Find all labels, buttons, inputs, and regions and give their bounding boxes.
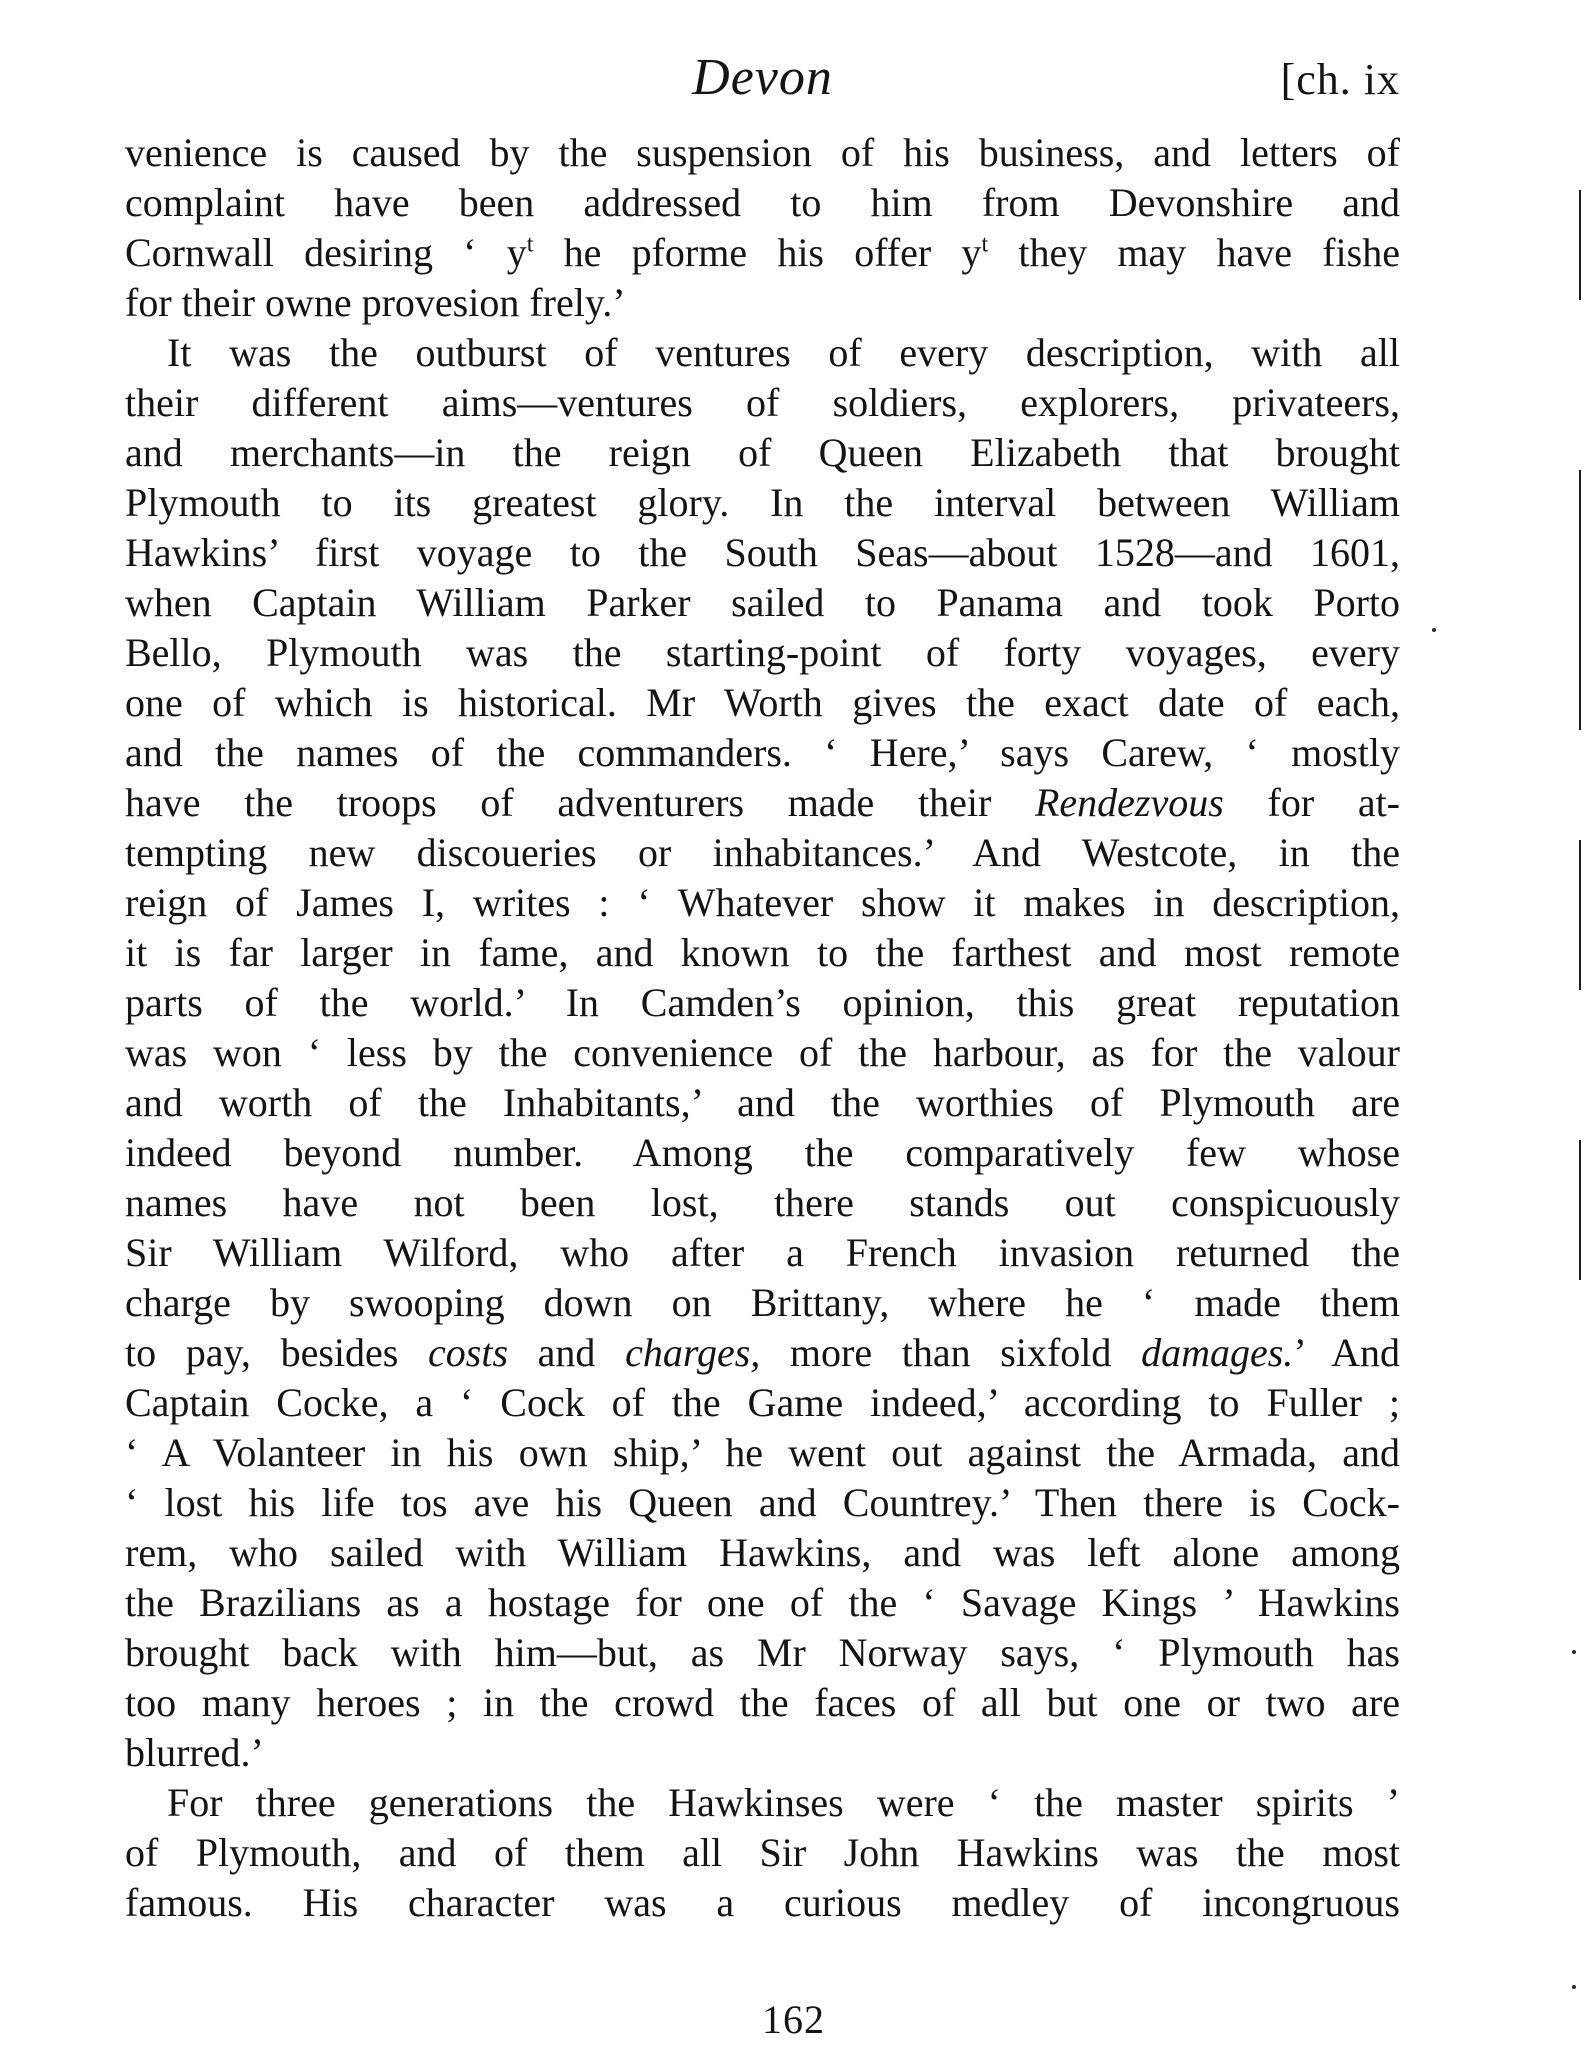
text-line: and worth of the Inhabitants,’ and the worthies of Plymouth are	[125, 1080, 1400, 1125]
text-run: more than sixfold	[760, 1330, 1142, 1375]
text-line: Sir William Wilford, who after a French invasion returned the	[125, 1230, 1400, 1275]
text-line: was won ‘ less by the convenience of the harbour, as for the valour	[125, 1030, 1400, 1075]
italic-text: damages.	[1141, 1330, 1294, 1375]
text-line: when Captain William Parker sailed to Panama and took Porto	[125, 580, 1400, 625]
running-title: Devon	[692, 49, 833, 106]
text-run: they may have fishe	[988, 230, 1400, 275]
scan-speck	[1432, 628, 1436, 632]
text-line	[125, 778, 1400, 828]
body-text	[125, 128, 1400, 1928]
text-line: famous. His character was a curious medley of incongruous	[125, 1880, 1400, 1925]
text-line: complaint have been addressed to him from Devonshire and	[125, 180, 1400, 225]
paragraph	[125, 1778, 1400, 1928]
text-line: reign of James I, writes : ‘ Whatever show it makes in description,	[125, 880, 1400, 925]
running-head	[125, 48, 1400, 118]
text-line: their different aims—ventures of soldiers, explorers, privateers,	[125, 380, 1400, 425]
scan-edge-line	[1579, 1140, 1581, 1280]
text-run: to pay, besides	[125, 1330, 429, 1375]
text-line: one of which is historical. Mr Worth gives the exact date of each,	[125, 680, 1400, 725]
text-run: and	[508, 1330, 626, 1375]
text-line: indeed beyond number. Among the comparatively few whose	[125, 1130, 1400, 1175]
text-line: Captain Cocke, a ‘ Cock of the Game indeed,’ according to Fuller ;	[125, 1380, 1400, 1425]
text-line: and the names of the commanders. ‘ Here,’ says Carew, ‘ mostly	[125, 730, 1400, 775]
scan-speck	[1572, 1985, 1576, 1989]
text-run: he pforme his offer y	[533, 230, 982, 275]
text-line	[125, 1328, 1400, 1378]
text-line: It was the outburst of ventures of every description, with all	[167, 330, 1400, 375]
text-line: charge by swooping down on Brittany, where he ‘ made them	[125, 1280, 1400, 1325]
text-line: tempting new discoueries or inhabitances.’ And Westcote, in the	[125, 830, 1400, 875]
text-run: ’ And	[1293, 1330, 1401, 1375]
superscript: t	[981, 231, 989, 258]
text-line: rem, who sailed with William Hawkins, and was left alone among	[125, 1530, 1400, 1575]
scan-edge-line	[1579, 840, 1581, 990]
text-line: Plymouth to its greatest glory. In the interval between William	[125, 480, 1400, 525]
text-line: brought back with him—but, as Mr Norway says, ‘ Plymouth has	[125, 1630, 1400, 1675]
chapter-reference: [ch. ix	[1280, 55, 1400, 104]
paragraph	[125, 328, 1400, 1778]
page-number: 162	[762, 1997, 825, 2042]
paragraph	[125, 128, 1400, 328]
scan-edge-line	[1579, 470, 1581, 730]
superscript: t	[526, 231, 534, 258]
text-line: the Brazilians as a hostage for one of the ‘ Savage Kings ’ Hawkins	[125, 1580, 1400, 1625]
text-line: parts of the world.’ In Camden’s opinion, this great reputation	[125, 980, 1400, 1025]
text-run: have the troops of adventurers made their	[125, 780, 1035, 825]
text-line: of Plymouth, and of them all Sir John Hawkins was the most	[125, 1830, 1400, 1875]
text-line: ‘ A Volanteer in his own ship,’ he went out against the Armada, and	[125, 1430, 1400, 1475]
text-run: for at-	[1223, 780, 1401, 825]
text-line: blurred.’	[125, 1730, 264, 1775]
text-line: Bello, Plymouth was the starting-point of forty voyages, every	[125, 630, 1400, 675]
text-line: it is far larger in fame, and known to the farthest and most remote	[125, 930, 1400, 975]
text-line: for their owne provesion frely.’	[125, 280, 626, 325]
italic-text: charges,	[625, 1330, 761, 1375]
text-line: names have not been lost, there stands out conspicuously	[125, 1180, 1400, 1225]
scan-speck	[1572, 1650, 1576, 1654]
text-line: venience is caused by the suspension of his business, and letters of	[125, 130, 1400, 175]
text-run: Cornwall desiring ‘ y	[125, 230, 527, 275]
text-line	[125, 228, 1400, 278]
italic-text: Rendezvous	[1034, 780, 1224, 825]
text-line: Hawkins’ first voyage to the South Seas—about 1528—and 1601,	[125, 530, 1400, 575]
text-line: and merchants—in the reign of Queen Elizabeth that brought	[125, 430, 1400, 475]
text-line: too many heroes ; in the crowd the faces of all but one or two are	[125, 1680, 1400, 1725]
italic-text: costs	[428, 1330, 509, 1375]
text-line: ‘ lost his life tos ave his Queen and Countrey.’ Then there is Cock-	[125, 1480, 1400, 1525]
scan-edge-line	[1579, 190, 1581, 300]
text-line: For three generations the Hawkinses were ‘ the master spirits ’	[167, 1780, 1400, 1825]
